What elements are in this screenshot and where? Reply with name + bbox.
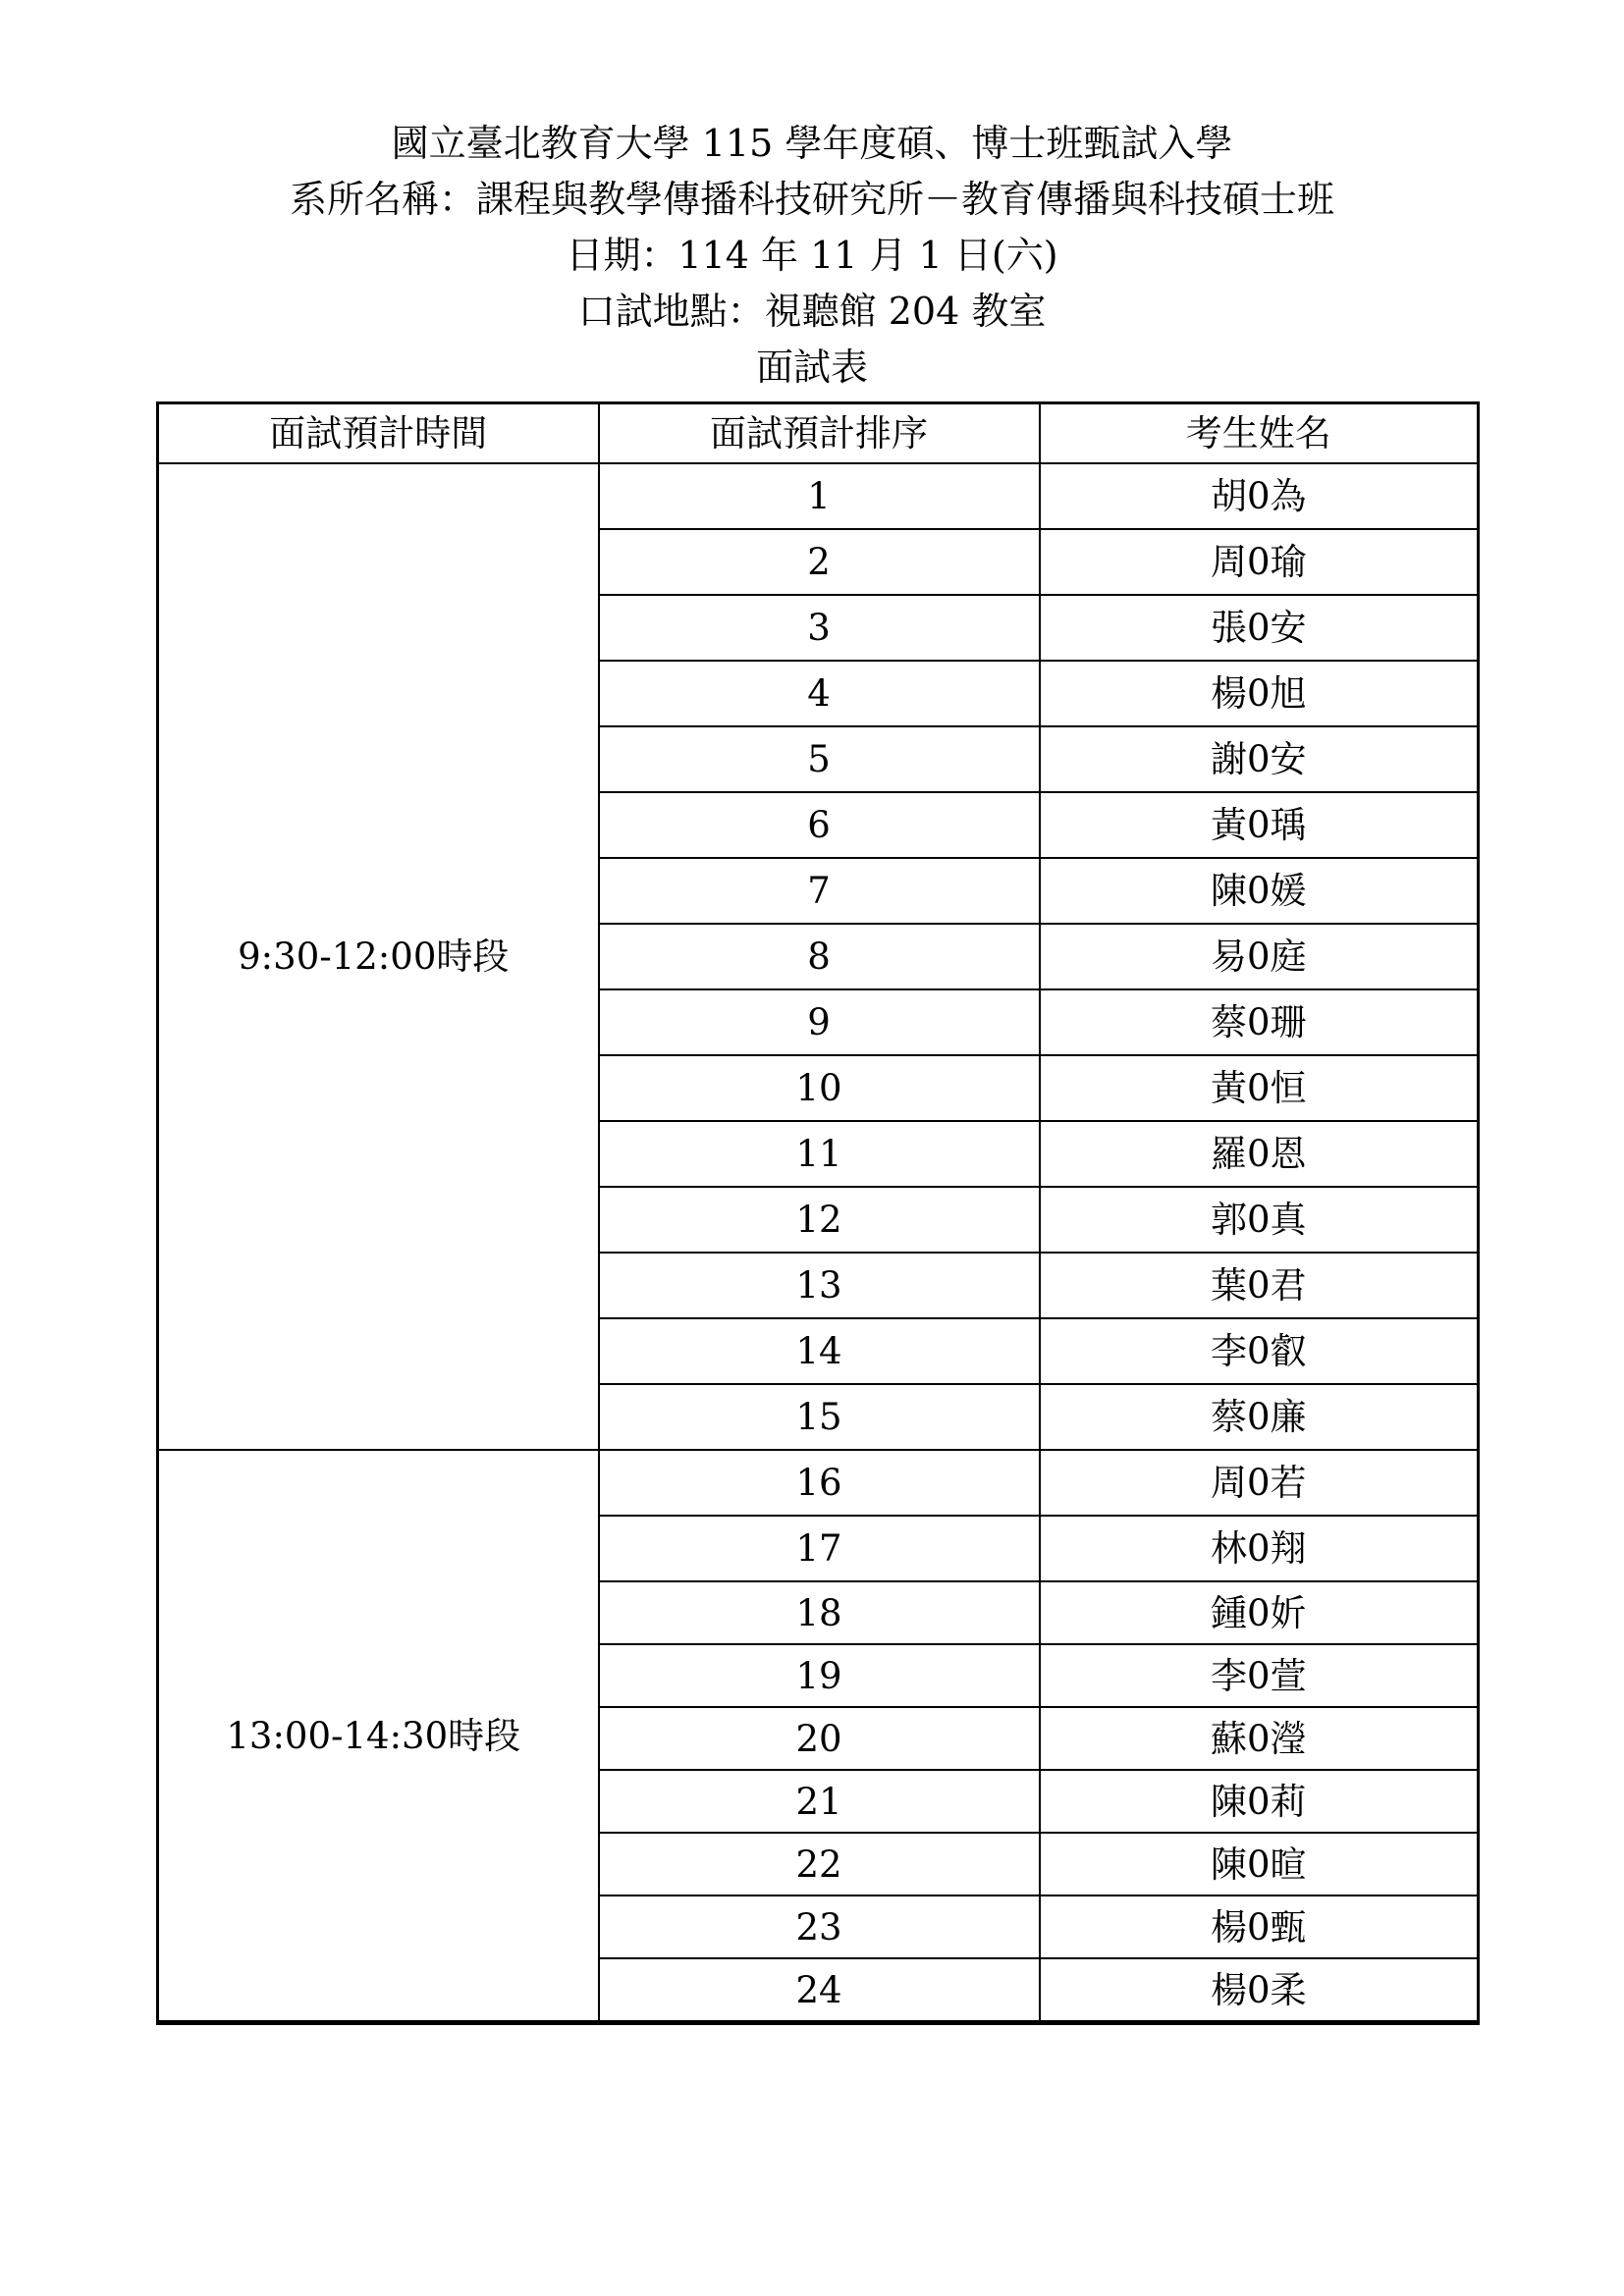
candidate-name-cell: 林0翔 [1040,1516,1479,1581]
table-row [158,463,1479,529]
candidate-name-cell: 李0叡 [1040,1318,1479,1384]
column-header-time: 面試預計時間 [158,403,599,464]
candidate-name-cell: 蔡0珊 [1040,989,1479,1055]
candidate-name-cell: 周0瑜 [1040,529,1479,595]
order-cell: 20 [599,1707,1040,1770]
order-cell: 24 [599,1958,1040,2023]
order-cell: 19 [599,1644,1040,1707]
candidate-name-cell: 葉0君 [1040,1253,1479,1318]
column-header-order: 面試預計排序 [599,403,1040,464]
order-cell: 15 [599,1384,1040,1450]
time-slot-morning: 9:30-12:00時段 [158,463,599,1450]
candidate-name-cell: 黃0瑀 [1040,792,1479,858]
candidate-name-cell: 羅0恩 [1040,1121,1479,1187]
department-name: 系所名稱：課程與教學傳播科技研究所－教育傳播與科技碩士班 [289,178,1334,221]
candidate-name-cell: 鍾0妡 [1040,1581,1479,1644]
order-cell: 12 [599,1187,1040,1253]
interview-date: 日期：114 年 11 月 1 日(六) [566,234,1058,277]
candidate-name-cell: 黃0恒 [1040,1055,1479,1121]
order-cell: 17 [599,1516,1040,1581]
order-cell: 7 [599,858,1040,924]
order-cell: 18 [599,1581,1040,1644]
candidate-name-cell: 楊0柔 [1040,1958,1479,2023]
candidate-name-cell: 陳0莉 [1040,1770,1479,1833]
document-title: 國立臺北教育大學 115 學年度碩、博士班甄試入學 [391,122,1233,165]
order-cell: 23 [599,1896,1040,1958]
candidate-name-cell: 郭0真 [1040,1187,1479,1253]
order-cell: 16 [599,1450,1040,1516]
candidate-name-cell: 楊0旭 [1040,661,1479,726]
time-slot-afternoon: 13:00-14:30時段 [158,1450,599,2023]
order-cell: 11 [599,1121,1040,1187]
order-cell: 8 [599,924,1040,989]
order-cell: 13 [599,1253,1040,1318]
order-cell: 2 [599,529,1040,595]
order-cell: 10 [599,1055,1040,1121]
candidate-name-cell: 楊0甄 [1040,1896,1479,1958]
candidate-name-cell: 蔡0廉 [1040,1384,1479,1450]
table-title: 面試表 [755,346,868,389]
interview-location: 口試地點：視聽館 204 教室 [577,290,1047,333]
interview-schedule-table [156,401,1480,2025]
document-header [0,116,1624,396]
candidate-name-cell: 胡0為 [1040,463,1479,529]
table-header-row [158,403,1479,464]
order-cell: 3 [599,595,1040,661]
table-body [158,463,1479,2023]
candidate-name-cell: 張0安 [1040,595,1479,661]
candidate-name-cell: 謝0安 [1040,726,1479,792]
order-cell: 14 [599,1318,1040,1384]
order-cell: 9 [599,989,1040,1055]
order-cell: 1 [599,463,1040,529]
order-cell: 5 [599,726,1040,792]
candidate-name-cell: 陳0媛 [1040,858,1479,924]
order-cell: 21 [599,1770,1040,1833]
column-header-name: 考生姓名 [1040,403,1479,464]
candidate-name-cell: 李0萱 [1040,1644,1479,1707]
table-row [158,1450,1479,1516]
order-cell: 22 [599,1833,1040,1896]
order-cell: 6 [599,792,1040,858]
order-cell: 4 [599,661,1040,726]
candidate-name-cell: 蘇0瀅 [1040,1707,1479,1770]
candidate-name-cell: 易0庭 [1040,924,1479,989]
candidate-name-cell: 周0若 [1040,1450,1479,1516]
candidate-name-cell: 陳0暄 [1040,1833,1479,1896]
